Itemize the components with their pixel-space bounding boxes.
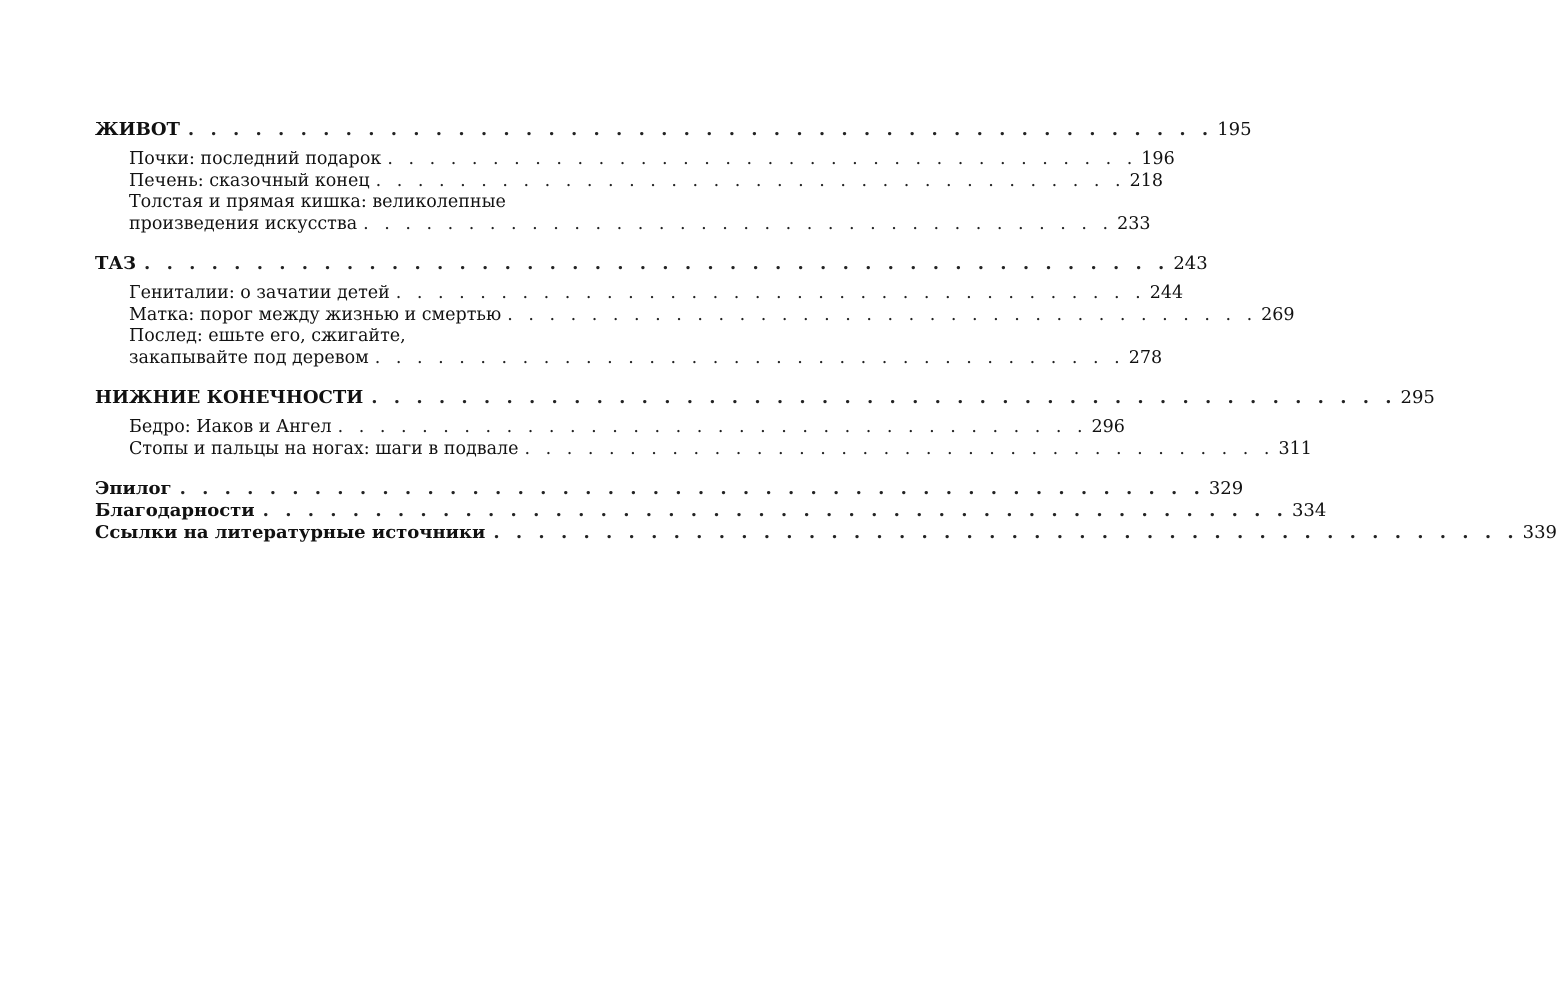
dot-leader: . . . . . . . . . . . . . . . . . . . . . . . . . . . . . . . . . . . . . . . . . . . . . . [371,387,1397,408]
dot-leader: . . . . . . . . . . . . . . . . . . . . . . . . . . . . . . . . . . . . [375,170,1126,191]
toc-item [129,283,1184,303]
section-title: ЖИВОТ [95,119,180,140]
toc-epilogue [95,478,1244,499]
toc-item [129,304,1295,325]
dot-leader: . . . . . . . . . . . . . . . . . . . . . . . . . . . . . . . . . . . . . . . . . . . . . . [493,522,1519,543]
item-page-number: 296 [1091,417,1125,437]
dot-leader: . . . . . . . . . . . . . . . . . . . . . . . . . . . . . . . . . . . . . . . . . . . . . . [179,478,1205,499]
section-page-number: 243 [1173,253,1208,274]
item-title: Почки: последний подарок [129,149,382,169]
item-title: Стопы и пальцы на ногах: шаги в подвале [129,438,519,459]
dot-leader: . . . . . . . . . . . . . . . . . . . . . . . . . . . . . . . . . . . . [395,283,1146,303]
item-page-number: 196 [1141,149,1175,169]
section-title: НИЖНИЕ КОНЕЧНОСТИ [95,387,364,408]
item-page-number: 218 [1129,170,1163,191]
dot-leader: . . . . . . . . . . . . . . . . . . . . . . . . . . . . . . . . . . . . [363,213,1114,234]
dot-leader: . . . . . . . . . . . . . . . . . . . . . . . . . . . . . . . . . . . . . . . . . . . . . . [262,500,1288,521]
section-page-number: 334 [1291,500,1327,521]
toc-section-abdomen [95,119,1252,140]
item-title: произведения искусства [129,213,358,234]
section-title: Эпилог [95,478,172,499]
toc-item [129,170,1163,191]
item-page-number: 244 [1149,283,1184,303]
item-title-line: Послед: ешьте его, сжигайте, [129,326,406,346]
dot-leader: . . . . . . . . . . . . . . . . . . . . . . . . . . . . . . . . . . . . [507,304,1258,325]
toc-item [129,417,1125,437]
toc-item [129,213,1151,234]
dot-leader: . . . . . . . . . . . . . . . . . . . . . . . . . . . . . . . . . . . . [374,347,1125,368]
dot-leader: . . . . . . . . . . . . . . . . . . . . . . . . . . . . . . . . . . . . . . . . . . . . . . [144,253,1170,274]
toc-section-lower-limbs [95,387,1435,408]
dot-leader: . . . . . . . . . . . . . . . . . . . . . . . . . . . . . . . . . . . . [387,149,1138,169]
toc-acknowledgements [95,500,1327,521]
item-page-number: 311 [1278,438,1312,459]
item-title: Гениталии: о зачатии детей [129,283,390,303]
toc-item [129,347,1163,368]
section-page-number: 295 [1400,387,1435,408]
item-title: Бедро: Иаков и Ангел [129,417,332,437]
dot-leader: . . . . . . . . . . . . . . . . . . . . . . . . . . . . . . . . . . . . . . . . . . . . . . [187,119,1214,140]
section-title: Благодарности [95,500,255,521]
section-page-number: 329 [1208,478,1244,499]
section-page-number: 339 [1522,522,1557,543]
item-title: Матка: порог между жизнью и смертью [129,304,502,325]
item-title-line: Толстая и прямая кишка: великолепные [129,192,506,212]
item-page-number: 269 [1261,304,1295,325]
section-title: ТАЗ [95,253,137,274]
toc-section-pelvis [95,253,1208,274]
section-title: Ссылки на литературные источники [95,522,486,543]
toc-references [95,522,1557,543]
item-page-number: 233 [1117,213,1151,234]
item-page-number: 278 [1128,347,1163,368]
dot-leader: . . . . . . . . . . . . . . . . . . . . . . . . . . . . . . . . . . . . [337,417,1088,437]
dot-leader: . . . . . . . . . . . . . . . . . . . . . . . . . . . . . . . . . . . . [524,438,1275,459]
item-title: Печень: сказочный конец [129,170,370,191]
item-title: закапывайте под деревом [129,347,369,368]
table-of-contents [95,119,1557,543]
toc-item [129,149,1175,169]
section-page-number: 195 [1217,119,1252,140]
toc-item [129,438,1312,459]
